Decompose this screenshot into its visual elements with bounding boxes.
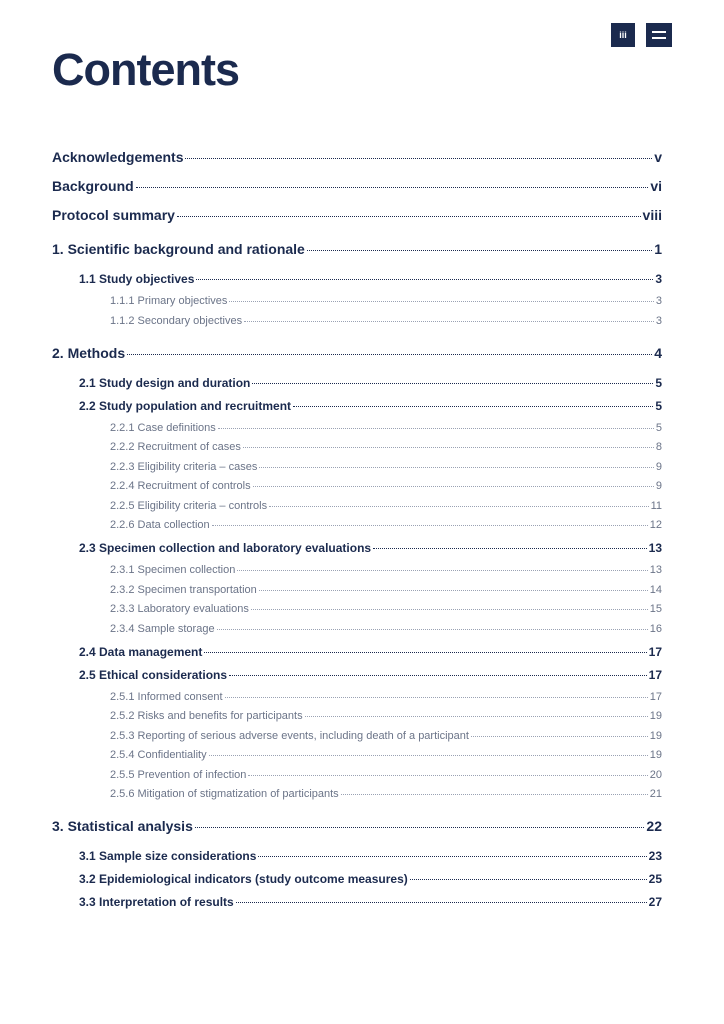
toc-entry[interactable] xyxy=(52,374,662,392)
toc-entry-label: 2.2.1 Case definitions xyxy=(110,421,216,434)
toc-entry-label: 2.2.4 Recruitment of controls xyxy=(110,480,251,492)
menu-line xyxy=(652,31,666,33)
toc-entry[interactable] xyxy=(52,847,662,865)
toc-leader-dots xyxy=(212,524,648,526)
toc-entry[interactable] xyxy=(52,767,662,783)
toc-leader-dots xyxy=(209,754,648,756)
toc-entry-label: 2.3.2 Specimen transportation xyxy=(110,583,257,596)
toc-entry-label: 2.5.4 Confidentiality xyxy=(110,749,207,761)
toc-entry-label: 2.2.6 Data collection xyxy=(110,519,210,531)
toc-entry[interactable] xyxy=(52,420,662,436)
table-of-contents xyxy=(52,147,662,916)
toc-leader-dots xyxy=(410,878,647,880)
toc-entry[interactable] xyxy=(52,708,662,724)
toc-leader-dots xyxy=(244,320,654,322)
toc-entry-page: 21 xyxy=(649,788,662,800)
toc-entry[interactable] xyxy=(52,893,662,911)
toc-entry-label: 1.1.1 Primary objectives xyxy=(110,295,228,307)
toc-leader-dots xyxy=(229,674,647,676)
toc-entry-page: 13 xyxy=(649,564,662,576)
toc-entry-label: 2.2.2 Recruitment of cases xyxy=(110,441,241,453)
toc-leader-dots xyxy=(195,826,645,828)
toc-entry-page: 3 xyxy=(655,272,662,286)
toc-leader-dots xyxy=(185,157,652,159)
toc-entry-page: 3 xyxy=(655,314,662,327)
toc-entry[interactable] xyxy=(52,689,662,705)
toc-leader-dots xyxy=(259,466,654,468)
toc-entry-page: 14 xyxy=(649,583,662,596)
toc-entry-page: 9 xyxy=(655,460,662,473)
toc-entry[interactable] xyxy=(52,439,662,455)
toc-entry-label: 3.1 Sample size considerations xyxy=(79,849,257,863)
toc-leader-dots xyxy=(217,628,648,630)
toc-entry[interactable] xyxy=(52,747,662,763)
toc-entry-page: 5 xyxy=(655,375,662,390)
toc-leader-dots xyxy=(307,249,652,251)
toc-entry-label: 1. Scientific background and rationale xyxy=(52,241,305,257)
toc-entry-label: Background xyxy=(52,178,134,194)
toc-entry-page: 17 xyxy=(649,690,662,703)
toc-entry-label: 2.3 Specimen collection and laboratory evaluations xyxy=(79,541,372,555)
toc-entry[interactable] xyxy=(52,397,662,415)
toc-entry-page: 5 xyxy=(655,398,662,413)
toc-entry-label: 3.3 Interpretation of results xyxy=(79,895,234,909)
toc-leader-dots xyxy=(305,715,648,717)
toc-leader-dots xyxy=(373,547,647,549)
toc-entry[interactable] xyxy=(52,498,662,514)
toc-entry-page: 25 xyxy=(648,872,662,886)
toc-entry-label: 2.5.3 Reporting of serious adverse events, including death of a participant xyxy=(110,729,469,742)
toc-entry-page: 17 xyxy=(648,667,662,682)
toc-leader-dots xyxy=(237,569,647,571)
page-number-badge: iii xyxy=(611,23,635,47)
toc-entry[interactable] xyxy=(52,562,662,578)
toc-entry-label: 2.3.4 Sample storage xyxy=(110,622,215,635)
toc-entry-label: 2.5.6 Mitigation of stigmatization of participants xyxy=(110,788,339,800)
toc-entry[interactable] xyxy=(52,459,662,475)
toc-entry-label: 2.5.5 Prevention of infection xyxy=(110,768,247,781)
toc-entry[interactable] xyxy=(52,816,662,836)
toc-entry-page: v xyxy=(654,149,662,165)
toc-entry[interactable] xyxy=(52,582,662,598)
toc-entry-label: 2.1 Study design and duration xyxy=(79,375,251,390)
toc-entry-label: 1.1 Study objectives xyxy=(79,272,195,286)
page-title: Contents xyxy=(52,44,239,95)
toc-entry-label: 3.2 Epidemiological indicators (study outcome measures) xyxy=(79,872,408,886)
toc-entry-page: 22 xyxy=(646,818,662,834)
toc-leader-dots xyxy=(229,300,653,302)
toc-leader-dots xyxy=(248,774,647,776)
toc-entry-page: 3 xyxy=(655,295,662,307)
toc-entry-page: 15 xyxy=(649,603,662,615)
toc-entry[interactable] xyxy=(52,728,662,744)
toc-entry[interactable] xyxy=(52,147,662,167)
toc-leader-dots xyxy=(251,608,648,610)
toc-leader-dots xyxy=(252,382,653,384)
toc-entry[interactable] xyxy=(52,343,662,363)
toc-entry[interactable] xyxy=(52,313,662,329)
toc-entry-label: 1.1.2 Secondary objectives xyxy=(110,314,243,327)
toc-entry[interactable] xyxy=(52,270,662,288)
toc-leader-dots xyxy=(258,855,646,857)
toc-entry-page: 5 xyxy=(655,421,662,434)
toc-leader-dots xyxy=(471,735,648,737)
toc-entry-page: 17 xyxy=(648,644,662,659)
toc-entry[interactable] xyxy=(52,666,662,684)
toc-entry[interactable] xyxy=(52,478,662,494)
toc-leader-dots xyxy=(341,793,648,795)
toc-leader-dots xyxy=(243,446,654,448)
toc-entry-page: 9 xyxy=(655,480,662,492)
toc-entry-page: 19 xyxy=(649,710,662,722)
toc-entry[interactable] xyxy=(52,786,662,802)
toc-entry-label: 2.3.1 Specimen collection xyxy=(110,564,236,576)
toc-entry[interactable] xyxy=(52,539,662,557)
toc-entry-label: 2.5 Ethical considerations xyxy=(79,667,228,682)
toc-entry[interactable] xyxy=(52,205,662,225)
toc-entry[interactable] xyxy=(52,293,662,309)
toc-leader-dots xyxy=(177,215,641,217)
hamburger-icon[interactable] xyxy=(646,23,672,47)
toc-entry-page: vi xyxy=(650,178,662,194)
toc-leader-dots xyxy=(225,696,648,698)
toc-entry[interactable] xyxy=(52,870,662,888)
toc-entry-page: 16 xyxy=(649,622,662,635)
toc-entry-page: 23 xyxy=(648,849,662,863)
toc-entry-label: 2.4 Data management xyxy=(79,644,203,659)
toc-entry-page: 13 xyxy=(648,541,662,555)
toc-entry-page: 4 xyxy=(654,344,662,361)
toc-entry[interactable] xyxy=(52,176,662,196)
toc-entry-page: 8 xyxy=(655,441,662,453)
toc-entry[interactable] xyxy=(52,621,662,637)
toc-entry-page: 1 xyxy=(654,241,662,257)
toc-entry-label: Acknowledgements xyxy=(52,149,184,165)
toc-leader-dots xyxy=(127,353,652,355)
toc-leader-dots xyxy=(253,485,654,487)
toc-entry[interactable] xyxy=(52,239,662,259)
toc-entry-page: 27 xyxy=(648,895,662,909)
toc-entry[interactable] xyxy=(52,517,662,533)
toc-leader-dots xyxy=(218,427,654,429)
toc-entry[interactable] xyxy=(52,643,662,661)
toc-leader-dots xyxy=(259,589,648,591)
toc-entry-label: 2.5.1 Informed consent xyxy=(110,690,223,703)
toc-entry-label: 2.5.2 Risks and benefits for participants xyxy=(110,710,303,722)
toc-entry[interactable] xyxy=(52,601,662,617)
toc-leader-dots xyxy=(204,651,646,653)
toc-entry-page: 12 xyxy=(649,519,662,531)
toc-entry-label: 2.3.3 Laboratory evaluations xyxy=(110,603,249,615)
menu-line xyxy=(652,37,666,39)
toc-entry-page: 19 xyxy=(649,749,662,761)
toc-entry-label: Protocol summary xyxy=(52,207,175,223)
toc-leader-dots xyxy=(293,405,653,407)
toc-entry-label: 2.2.5 Eligibility criteria – controls xyxy=(110,499,268,512)
toc-entry-page: 19 xyxy=(649,729,662,742)
toc-leader-dots xyxy=(196,278,653,280)
toc-leader-dots xyxy=(236,901,647,903)
toc-entry-label: 2.2.3 Eligibility criteria – cases xyxy=(110,460,258,473)
toc-leader-dots xyxy=(136,186,649,188)
toc-entry-label: 3. Statistical analysis xyxy=(52,818,193,834)
toc-leader-dots xyxy=(269,505,648,507)
toc-entry-page: 20 xyxy=(649,768,662,781)
toc-entry-page: 11 xyxy=(650,499,662,512)
toc-entry-page: viii xyxy=(642,207,662,223)
toc-entry-label: 2. Methods xyxy=(52,344,126,361)
toc-entry-label: 2.2 Study population and recruitment xyxy=(79,398,292,413)
